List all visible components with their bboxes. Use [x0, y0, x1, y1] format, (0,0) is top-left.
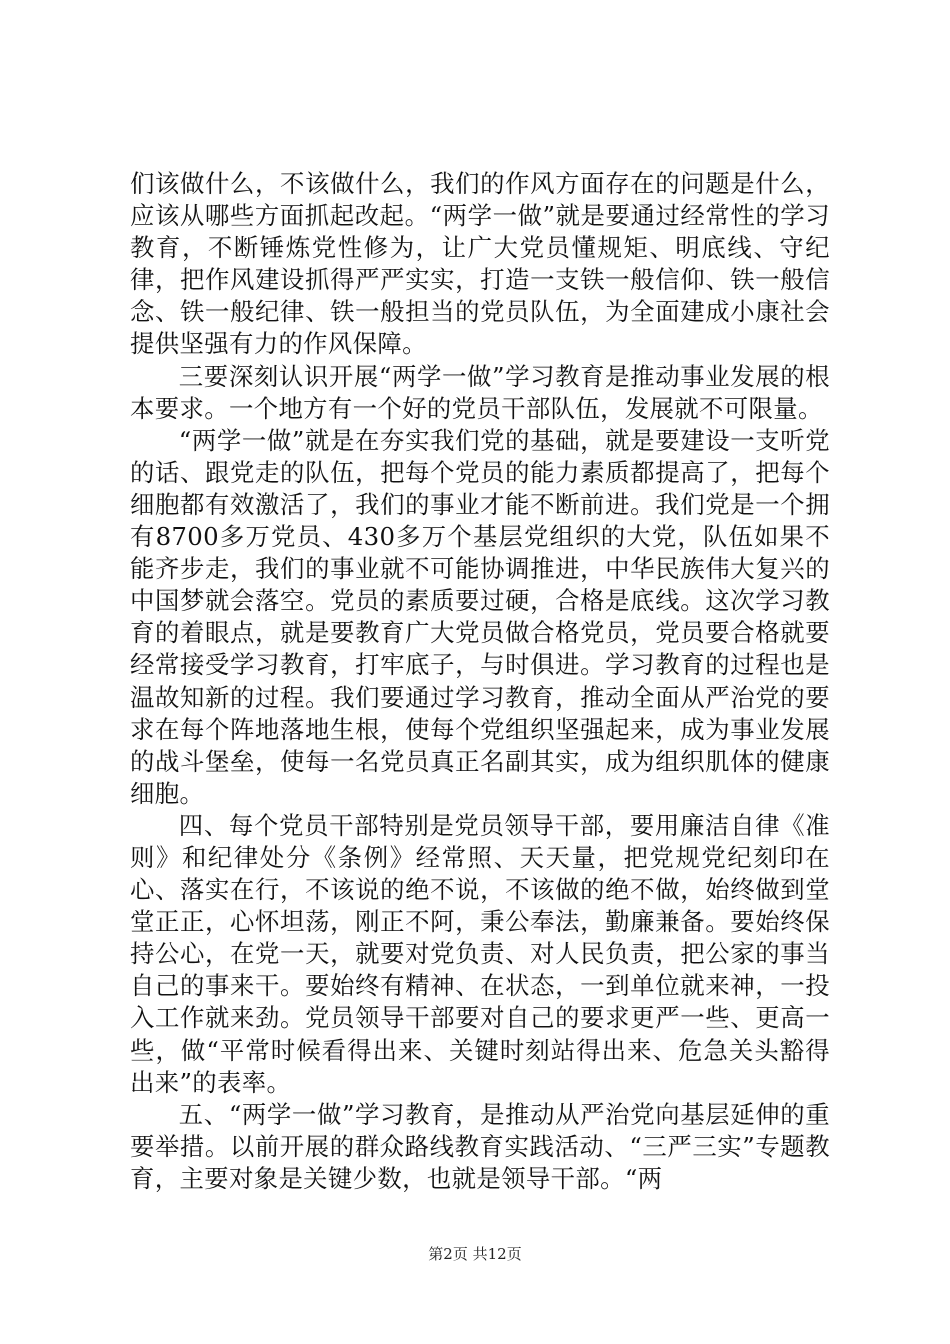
paragraph-section-four: 四、每个党员干部特别是党员领导干部，要用廉洁自律《准则》和纪律处分《条例》经常照、天天量，把党规党纪刻印在心、落实在行，不该说的绝不说，不该做的绝不做，始终做到堂堂正正，心怀坦荡，刚正不阿，秉公奉法，勤廉兼备。要始终保持公心，在党一天，就要对党负责、对人民负责，把公家的事当自己的事来干。要始终有精神、在状态，一到单位就来神，一投入工作就来劲。党员领导干部要对自己的要求更严一些、更高一些，做“平常时候看得出来、关键时刻站得出来、危急关头豁得出来”的表率。	[130, 810, 830, 1097]
page-number-label: 第2页 共12页	[428, 1245, 522, 1263]
paragraph-continuation: 们该做什么，不该做什么，我们的作风方面存在的问题是什么，应该从哪些方面抓起改起。“两学一做”就是要通过经常性的学习教育，不断锤炼党性修为，让广大党员懂规矩、明底线、守纪律，把作风建设抓得严严实实，打造一支铁一般信仰、铁一般信念、铁一般纪律、铁一般担当的党员队伍，为全面建成小康社会提供坚强有力的作风保障。	[130, 169, 830, 359]
page-footer	[0, 1243, 950, 1264]
document-body	[130, 168, 830, 1195]
paragraph-party-foundation: “两学一做”就是在夯实我们党的基础，就是要建设一支听党的话、跟党走的队伍，把每个党员的能力素质都提高了，把每个细胞都有效激活了，我们的事业才能不断前进。我们党是一个拥有8700多万党员、430多万个基层党组织的大党，队伍如果不能齐步走，我们的事业就不可能协调推进，中华民族伟大复兴的中国梦就会落空。党员的素质要过硬，合格是底线。这次学习教育的着眼点，就是要教育广大党员做合格党员，党员要合格就要经常接受学习教育，打牢底子，与时俱进。学习教育的过程也是温故知新的过程。我们要通过学习教育，推动全面从严治党的要求在每个阵地落地生根，使每个党组织坚强起来，成为事业发展的战斗堡垒，使每一名党员真正名副其实，成为组织肌体的健康细胞。	[130, 425, 830, 808]
paragraph-section-five: 五、“两学一做”学习教育，是推动从严治党向基层延伸的重要举措。以前开展的群众路线教育实践活动、“三严三实”专题教育，主要对象是关键少数，也就是领导干部。“两	[130, 1099, 830, 1193]
paragraph-third-requirement: 三要深刻认识开展“两学一做”学习教育是推动事业发展的根本要求。一个地方有一个好的党员干部队伍，发展就不可限量。	[130, 361, 830, 423]
